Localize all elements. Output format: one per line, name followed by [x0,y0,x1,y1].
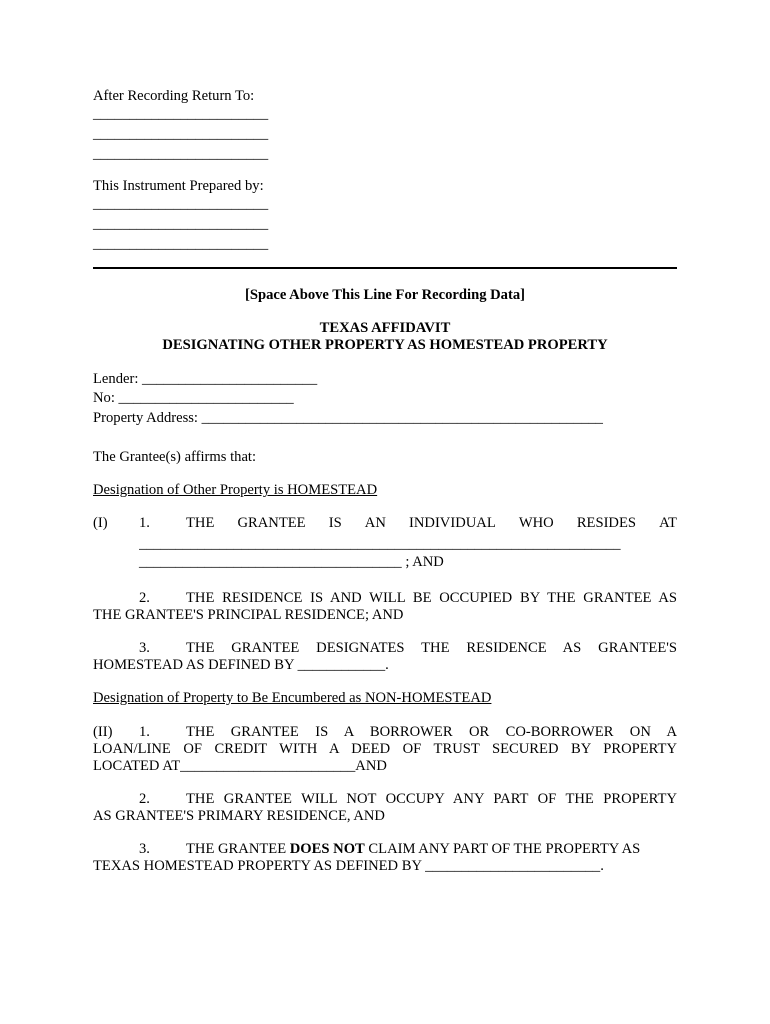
return-to-line-1: ________________________ [93,106,269,122]
prepared-by-line-2: ________________________ [93,216,269,232]
loan-number-field: No: ________________________ [93,390,294,406]
emphasis-text: DOES NOT [289,841,365,857]
prepared-by-label: This Instrument Prepared by: [93,178,264,194]
lender-field: Lender: ________________________ [93,371,318,387]
section-1-item-2-number: 2. [139,590,150,606]
word: WHO [518,515,554,531]
section-1-item-2-line-1: THE RESIDENCE IS AND WILL BE OCCUPIED BY THE GRANTEE AS [186,590,677,606]
section-2-item-2-line-1: THE GRANTEE WILL NOT OCCUPY ANY PART OF THE PROPERTY [186,791,677,807]
return-to-line-3: ________________________ [93,146,269,162]
section-2-item-2-number: 2. [139,791,150,807]
prepared-by-line-1: ________________________ [93,196,269,212]
section-1-item-3-line-2: HOMESTEAD AS DEFINED BY ____________. [93,657,389,673]
section-1-item-1-line-2: __________________________________________________________________ [139,536,621,552]
section-1-item-3-line-1: THE GRANTEE DESIGNATES THE RESIDENCE AS GRANTEE'S [186,640,677,656]
section-1-item-1-line-3: ____________________________________ ; AND [139,554,444,570]
section-2-item-3-number: 3. [139,841,150,857]
section-2-heading: Designation of Property to Be Encumbered as NON-HOMESTEAD [93,690,492,706]
word: THE [186,515,215,531]
word: IS [328,515,342,531]
section-2-item-1-number: 1. [139,724,150,740]
section-1-item-2-line-2: THE GRANTEE'S PRINCIPAL RESIDENCE; AND [93,607,404,623]
word: GRANTEE [237,515,306,531]
property-address-field: Property Address: _______________________________________________________ [93,410,603,426]
section-2-item-3-line-2: TEXAS HOMESTEAD PROPERTY AS DEFINED BY ________________________. [93,858,604,874]
section-2-item-1-line-1: THE GRANTEE IS A BORROWER OR CO-BORROWER ON A [186,724,677,740]
section-1-item-1-number: 1. [139,515,150,531]
item-text: THE GRANTEE [186,841,290,857]
section-1-heading: Designation of Other Property is HOMESTEAD [93,482,378,498]
item-text: CLAIM ANY PART OF THE PROPERTY AS [364,841,641,857]
return-to-line-2: ________________________ [93,126,269,142]
section-2-item-3-line-1 [186,841,677,858]
recording-divider [93,267,677,269]
section-1-prefix: (I) [93,515,108,531]
title-line-2: DESIGNATING OTHER PROPERTY AS HOMESTEAD PROPERTY [162,337,608,353]
word: INDIVIDUAL [409,515,496,531]
word: AN [364,515,386,531]
section-1-item-3-number: 3. [139,640,150,656]
word: AT [659,515,677,531]
section-1-item-1-line-1 [186,515,677,532]
return-to-label: After Recording Return To: [93,88,255,104]
section-2-prefix: (II) [93,724,113,740]
word: RESIDES [576,515,637,531]
recording-note: [Space Above This Line For Recording Data] [245,287,525,303]
intro-text: The Grantee(s) affirms that: [93,449,257,465]
title-line-1: TEXAS AFFIDAVIT [319,320,451,336]
prepared-by-line-3: ________________________ [93,236,269,252]
section-2-item-1-line-2: LOAN/LINE OF CREDIT WITH A DEED OF TRUST SECURED BY PROPERTY [93,741,677,757]
section-2-item-1-line-3: LOCATED AT________________________AND [93,758,387,774]
section-2-item-2-line-2: AS GRANTEE'S PRIMARY RESIDENCE, AND [93,808,385,824]
